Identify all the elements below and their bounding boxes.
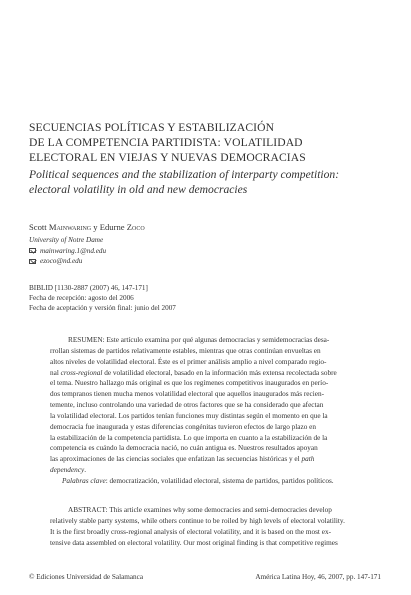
footer-copyright: © Ediciones Universidad de Salamanca xyxy=(29,573,144,581)
email-2[interactable]: ezoco@nd.edu xyxy=(40,257,83,265)
resumen-line: rrollan sistemas de partidos relativamente estables, mientras que otras continúan envueltas en xyxy=(50,346,321,355)
resumen-text: las aproximaciones de las ciencias sociales que enfatizan las secuencias históricas y el xyxy=(50,455,302,464)
abstract-line: It is the first broadly cross-regional analysis of electoral volatility, and it is based on the most ex- xyxy=(50,527,332,536)
spanish-title-line-3: ELECTORAL EN VIEJAS Y NUEVAS DEMOCRACIAS xyxy=(29,151,306,164)
resumen-line: la estabilización de la competencia partidista. Lo que importa en cuanto a la estabilización de la xyxy=(50,433,328,442)
keywords-line xyxy=(50,476,390,487)
resumen-line: competencia es cuándo la democracia nació, no cuán antigua es. Nuestros resultados apoyan xyxy=(50,444,318,453)
spanish-title-line-2: DE LA COMPETENCIA PARTIDISTA: VOLATILIDAD xyxy=(29,136,303,149)
resumen-line xyxy=(50,368,387,379)
email-row-2 xyxy=(29,256,106,267)
author-2-first-name: Edurne xyxy=(99,222,125,232)
resumen-line: altos niveles de volatilidad electoral. Éste es el primer análisis amplio a nivel comparado regio- xyxy=(50,357,327,366)
abstract-line: tensive data assembled on electoral volatility. Our most original finding is that competitive regimes xyxy=(50,538,338,547)
abstract-line: relatively stable party systems, while others continue to be roiled by high levels of electoral volatility. xyxy=(50,516,345,525)
publication-metadata xyxy=(29,283,176,314)
resumen-text: nal xyxy=(50,368,61,377)
abstract-line: ABSTRACT: This article examines why some democracies and semi-democracies develop xyxy=(68,506,332,514)
resumen-italic-term: dependency xyxy=(50,466,85,475)
spanish-title-line-1: SECUENCIAS POLÍTICAS Y ESTABILIZACIÓN xyxy=(29,121,275,134)
resumen-italic-term: cross-regional xyxy=(60,368,103,377)
accepted-date: Fecha de aceptación y versión final: junio del 2007 xyxy=(29,304,176,313)
footer-citation: América Latina Hoy, 46, 2007, pp. 147-171 xyxy=(255,573,381,581)
english-title-line-1: Political sequences and the stabilization of interparty competition: xyxy=(29,168,340,181)
institution: University of Notre Dame xyxy=(29,236,104,244)
english-title xyxy=(29,167,399,197)
resumen-line: RESUMEN: Este artículo examina por qué algunas democracias y semidemocracias desa- xyxy=(68,336,330,344)
author-2-last-name: Zoco xyxy=(126,222,145,232)
email-row-1 xyxy=(29,246,106,257)
keywords-text: : democratización, volatilidad electoral, sistema de partidos, partidos políticos. xyxy=(105,477,334,485)
keywords xyxy=(50,476,390,487)
resumen-line xyxy=(50,454,387,465)
resumen-text: . xyxy=(84,466,87,475)
biblid: BIBLID [1130-2887 (2007) 46, 147-171] xyxy=(29,284,148,292)
author-1-first-name: Scott xyxy=(29,222,47,232)
spanish-title xyxy=(29,120,389,165)
author-1-last-name: Mainwaring xyxy=(48,222,92,232)
envelope-icon xyxy=(29,259,36,264)
received-date: Fecha de recepción: agosto del 2006 xyxy=(29,294,134,303)
resumen-text: de volatilidad electoral, basado en la información más extensa recolectada sobre xyxy=(102,368,337,377)
abstract-paragraph xyxy=(50,505,387,548)
resumen-line: temente, incluso controlando una variedad de otros factores que se ha considerado que afectan xyxy=(50,401,324,410)
affiliation-block xyxy=(29,235,106,267)
resumen-paragraph xyxy=(50,335,387,476)
resumen-line: la volatilidad electoral. Los partidos tenían funciones muy distintas según el momento en que la xyxy=(50,411,328,420)
email-1[interactable]: mainwaring.1@nd.edu xyxy=(40,246,107,255)
english-title-line-2: electoral volatility in old and new democracies xyxy=(29,183,248,196)
resumen-italic-term: path xyxy=(301,455,315,464)
resumen-line xyxy=(50,465,387,476)
keywords-label: Palabras clave xyxy=(62,477,106,485)
envelope-icon xyxy=(29,248,36,253)
resumen-line: democracia fue inaugurada y estas diferencias congénitas tuvieron efectos de largo plazo en xyxy=(50,422,316,431)
resumen-line: dos tempranos tienen mucha menos volatilidad electoral que aquellos inaugurados más recien- xyxy=(50,390,325,399)
author-line xyxy=(29,222,145,232)
author-joiner: y xyxy=(93,222,98,232)
resumen-line: el tema. Nuestro hallazgo más original es que los regímenes competitivos inaugurados en perío- xyxy=(50,379,329,388)
page-footer xyxy=(29,573,381,581)
